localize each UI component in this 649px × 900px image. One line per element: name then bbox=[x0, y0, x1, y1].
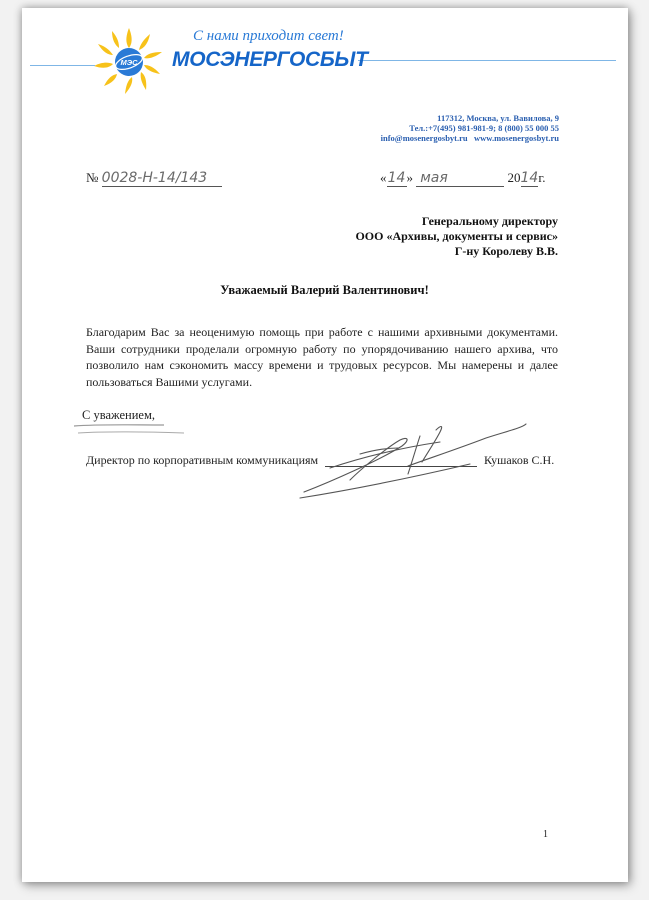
logo-badge-text: МЭС bbox=[120, 58, 138, 67]
sun-logo-icon bbox=[88, 24, 170, 98]
closing-underline bbox=[72, 422, 192, 438]
page-number: 1 bbox=[543, 829, 548, 840]
date-open-quote: « bbox=[380, 170, 387, 185]
date-year-prefix: 20 bbox=[507, 170, 521, 185]
date-day: 14 bbox=[387, 170, 406, 186]
letter-body: Благодарим Вас за неоценимую помощь при работе с нашими архивными документами. Ваши сотрудники проделали огромную работу по упорядочиванию нашего архива, что позволило нам сэкономить массу времени и трудовых ресурсов. Мы намерены и далее пользоваться Вашими услугами. bbox=[86, 325, 558, 389]
letter-closing: С уважением, bbox=[82, 408, 155, 422]
date-year-label: г. bbox=[538, 170, 546, 185]
header-rule-left bbox=[30, 65, 95, 66]
number-value: 0028-Н-14/143 bbox=[102, 170, 222, 187]
recipient-line-2: ООО «Архивы, документы и сервис» bbox=[355, 229, 558, 243]
signatory-title: Директор по корпоративным коммуникациям bbox=[86, 453, 319, 467]
signatory-name: Кушаков С.Н. bbox=[484, 453, 555, 467]
company-phone: Тел.:+7(495) 981-981-9; 8 (800) 55 000 55 bbox=[409, 123, 559, 133]
company-tagline: С нами приходит свет! bbox=[193, 28, 344, 44]
header-rule-right bbox=[358, 60, 616, 61]
recipient-line-3: Г-ну Королеву В.В. bbox=[454, 244, 558, 258]
date-close-quote: » bbox=[406, 170, 413, 185]
company-brand: МОСЭНЕРГОСБЫТ bbox=[172, 48, 368, 71]
company-address: 117312, Москва, ул. Вавилова, 9 bbox=[437, 113, 559, 123]
letter-greeting: Уважаемый Валерий Валентинович! bbox=[220, 283, 429, 297]
number-label: № bbox=[86, 170, 99, 185]
handwritten-signature bbox=[290, 418, 530, 508]
date-month: мая bbox=[416, 170, 504, 187]
reference-number bbox=[86, 170, 222, 187]
company-web: info@mosenergosbyt.ru www.mosenergosbyt.ru bbox=[380, 133, 559, 143]
recipient-line-1: Генеральному директору bbox=[421, 214, 558, 228]
date-year-suffix: 14 bbox=[520, 170, 539, 186]
letter-date bbox=[380, 170, 545, 187]
